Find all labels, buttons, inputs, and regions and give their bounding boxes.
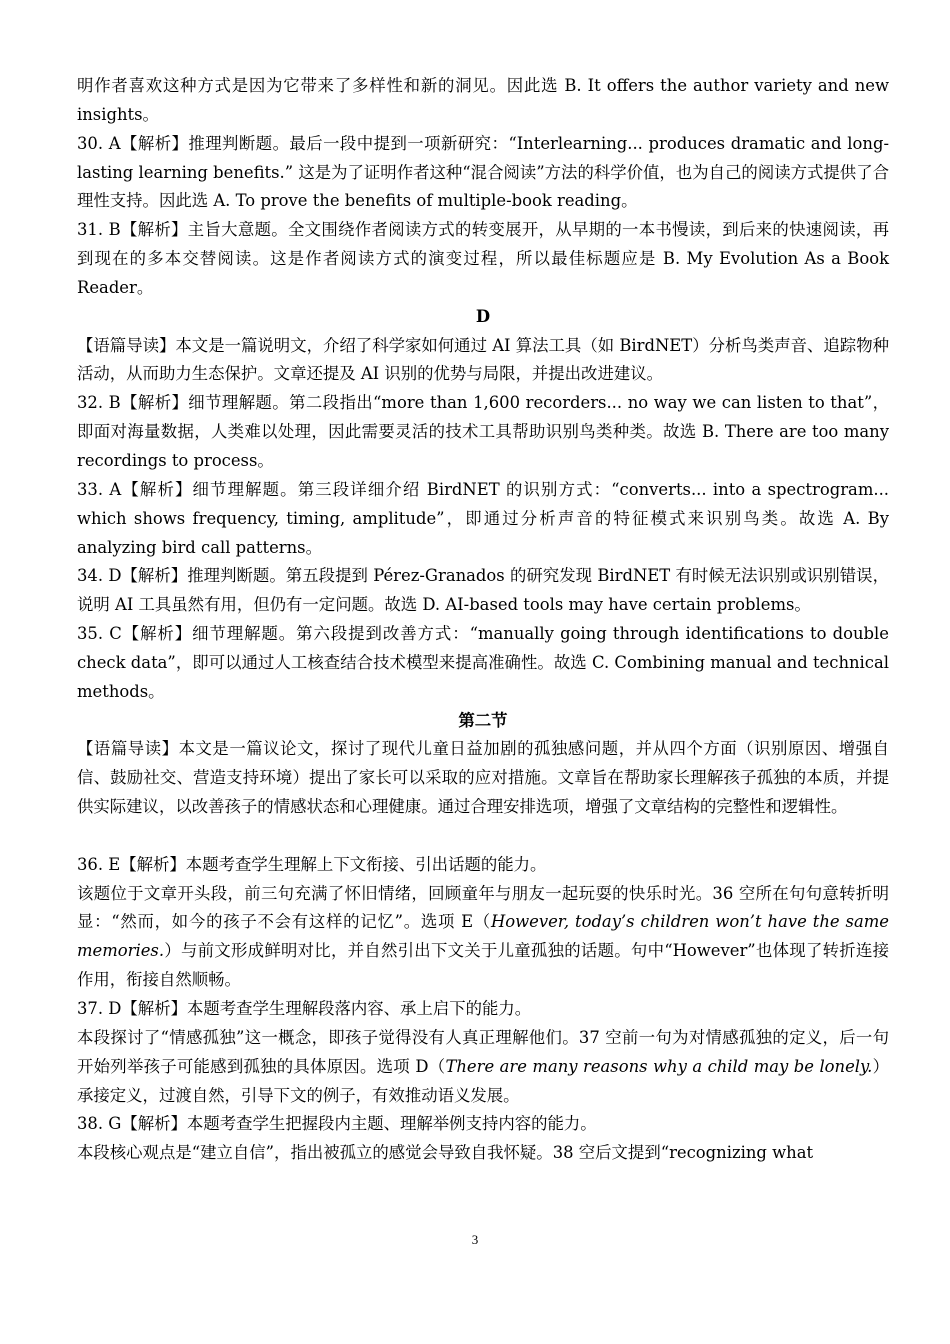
paragraph-answer-31: 31. B【解析】主旨大意题。全文围绕作者阅读方式的转变展开，从早期的一本书慢读，到后来的快速阅读，再到现在的多本交替阅读。这是作者阅读方式的演变过程，所以最佳标题应是 B. My Evolution As a Book Reader。 <box>77 220 889 297</box>
paragraph-answer-30: 30. A【解析】推理判断题。最后一段中提到一项新研究：“Interlearning... produces dramatic and long-lasting learning benefits.” 这是为了证明作者这种“混合阅读”方法的科学价值，也为自己的阅读方式提供了合理性支持。因此选 A. To prove the benefits of multiple-book reading。 <box>77 133 889 211</box>
paragraph-answer-38-explanation: 本段核心观点是“建立自信”，指出被孤立的感觉会导致自我怀疑。38 空后文提到“recognizing what <box>77 1143 814 1163</box>
paragraph-answer-36-explanation <box>77 880 889 995</box>
explanation-36-text-a: 该题位于文章开头段，前三句充满了怀旧情绪，回顾童年与朋友一起玩耍的快乐时光。36 空所在句句意转折明显：“然而，如今的孩子不会有这样的记忆”。选项 E（ <box>77 883 889 932</box>
explanation-37-option-italic: There are many reasons why a child may be lonely. <box>445 1056 873 1076</box>
blank-line <box>77 822 889 851</box>
paragraph-answer-33: 33. A【解析】细节理解题。第三段详细介绍 BirdNET 的识别方式：“converts... into a spectrogram... which shows frequency, timing, amplitude”，即通过分析声音的特征模式来识别鸟类。故选 A. By analyzing bird call patterns。 <box>77 479 889 557</box>
explanation-36-text-b: ）与前文形成鲜明对比，并自然引出下文关于儿童孤独的话题。句中“However”也体现了转折连接作用，衔接自然顺畅。 <box>77 941 889 990</box>
paragraph-answer-35: 35. C【解析】细节理解题。第六段提到改善方式：“manually going through identifications to double check data”，即可以通过人工核查结合技术模型来提高准确性。故选 C. Combining manual and technical methods。 <box>77 624 889 701</box>
paragraph-answer-34: 34. D【解析】推理判断题。第五段提到 Pérez-Granados 的研究发现 BirdNET 有时候无法识别或识别错误，说明 AI 工具虽然有用，但仍有一定问题。故选 D. AI-based tools may have certain problems。 <box>77 566 889 615</box>
paragraph-reading-guide-part-two: 【语篇导读】本文是一篇议论文，探讨了现代儿童日益加剧的孤独感问题，并从四个方面（识别原因、增强自信、鼓励社交、营造支持环境）提出了家长可以采取的应对措施。文章旨在帮助家长理解孩子孤独的本质，并提供实际建议，以改善孩子的情感状态和心理健康。通过合理安排选项，增强了文章结构的完整性和逻辑性。 <box>77 739 889 817</box>
explanation-37-text-a: 本段探讨了“情感孤独”这一概念，即孩子觉得没有人真正理解他们。37 空前一句为对情感孤独的定义，后一句开始列举孩子可能感到孤独的具体原因。选项 D（ <box>77 1027 889 1076</box>
page-number: 3 <box>471 1232 479 1247</box>
paragraph-answer-37: 37. D【解析】本题考查学生理解段落内容、承上启下的能力。 <box>77 999 532 1018</box>
explanation-36-option-italic: However, today’s children won’t have the same memories. <box>77 912 889 961</box>
section-heading-d: D <box>475 306 491 326</box>
paragraph-answer-38: 38. G【解析】本题考查学生把握段内主题、理解举例支持内容的能力。 <box>77 1114 597 1134</box>
paragraph-answer-32: 32. B【解析】细节理解题。第二段指出“more than 1,600 recorders... no way we can listen to that”，即面对海量数据，人类难以处理，因此需要灵活的技术工具帮助识别鸟类种类。故选 B. There are too many recordings to process。 <box>77 393 889 470</box>
paragraph-answer-36: 36. E【解析】本题考查学生理解上下文衔接、引出话题的能力。 <box>77 854 547 874</box>
section-heading-part-two: 第二节 <box>458 710 508 730</box>
page-content <box>77 72 889 1168</box>
paragraph-reading-guide-d: 【语篇导读】本文是一篇说明文，介绍了科学家如何通过 AI 算法工具（如 BirdNET）分析鸟类声音、追踪物种活动，从而助力生态保护。文章还提及 AI 识别的优势与局限，并提出改进建议。 <box>77 335 889 384</box>
paragraph-answer-37-explanation <box>77 1024 889 1111</box>
paragraph-answer-29-end: 明作者喜欢这种方式是因为它带来了多样性和新的洞见。因此选 B. It offers the author variety and new insights。 <box>77 76 889 124</box>
explanation-37-text-b: ）承接定义，过渡自然，引导下文的例子，有效推动语义发展。 <box>77 1056 889 1105</box>
